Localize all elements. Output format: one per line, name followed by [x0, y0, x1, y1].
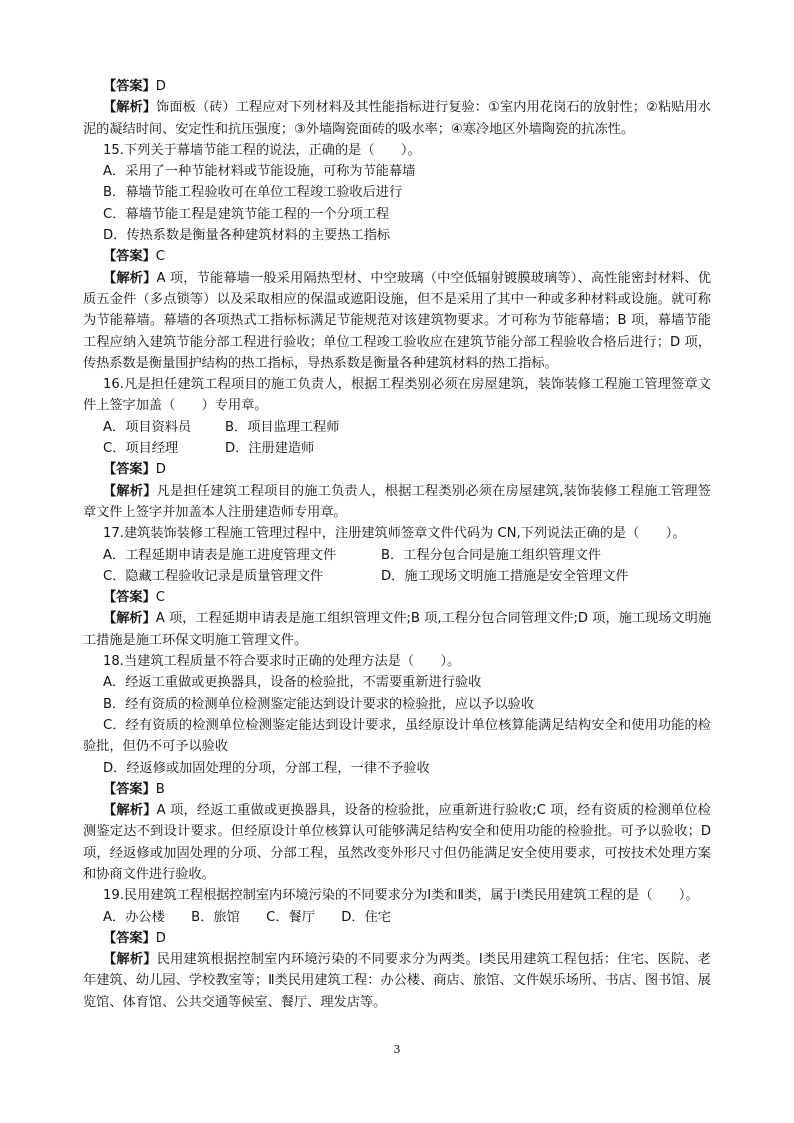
- option: A．采用了一种节能材料或节能设施，可称为节能幕墙: [103, 164, 416, 180]
- option: B．工程分包合同是施工组织管理文件: [381, 547, 602, 563]
- option: D．经返修或加固处理的分项，分部工程，一律不予验收: [103, 760, 430, 776]
- option: A．经返工重做或更换器具，设备的检验批，不需要重新进行验收: [103, 675, 482, 691]
- option: D．传热系数是衡量各种建筑材料的主要热工指标: [103, 228, 391, 244]
- option-row: [83, 438, 711, 459]
- analysis-tag: 【解析】: [103, 483, 157, 499]
- answer-value: C: [155, 249, 165, 265]
- analysis-tag: 【解析】: [103, 270, 157, 286]
- answer-line: [83, 779, 711, 800]
- option-row: [83, 566, 711, 587]
- answer-tag: 【答案】: [103, 249, 156, 265]
- question-stem: 16.凡是担任建筑工程项目的施工负责人，根据工程类别必须在房屋建筑，装饰装修工程施工管理签章文件上签字加盖（ ）专用章。: [83, 377, 711, 414]
- option-row: [83, 417, 711, 438]
- question-stem: 19.民用建筑工程根据控制室内环境污染的不同要求分为Ⅰ类和Ⅱ类，属于Ⅰ类民用建筑工程的是（ ）。: [103, 888, 699, 904]
- analysis-text: A 项，经返工重做或更换器具，设备的检验批，应重新进行验收;C 项，经有资质的检测单位检测鉴定达不到设计要求。但经原设计单位核算认可能够满足结构安全和使用功能的检验批。可予以验收；D 项，经返修或加固处理的分项、分部工程，虽然改变外形尺寸但仍能满足安全使用要求，可按技术处理方案和协商文件进行验收。: [83, 803, 711, 882]
- analysis-tag: 【解析】: [103, 611, 156, 627]
- answer-line: [83, 76, 711, 97]
- analysis-text: 饰面板（砖）工程应对下列材料及其性能指标进行复验：①室内用花岗石的放射性；②粘贴用水泥的凝结时间、安定性和抗压强度；③外墙陶瓷面砖的吸水率；④寒冷地区外墙陶瓷的抗冻性。: [83, 100, 711, 137]
- answer-tag: 【答案】: [103, 462, 156, 478]
- answer-value: C: [155, 590, 165, 606]
- option: A．工程延期申请表是施工进度管理文件: [103, 547, 337, 563]
- answer-value: D: [155, 462, 166, 478]
- answer-tag: 【答案】: [103, 79, 156, 94]
- option: B．幕墙节能工程验收可在单位工程竣工验收后进行: [103, 185, 403, 201]
- analysis-tag: 【解析】: [103, 100, 157, 116]
- analysis-paragraph: [83, 608, 711, 651]
- option: C．项目经理: [103, 441, 179, 457]
- option: D．施工现场文明施工措施是安全管理文件: [381, 568, 629, 584]
- question-stem: 18.当建筑工程质量不符合要求时正确的处理方法是（ ）。: [103, 654, 461, 670]
- answer-line: [83, 246, 711, 267]
- analysis-text: A 项，节能幕墙一般采用隔热型材、中空玻璃（中空低辐射镀膜玻璃等）、高性能密封材料、优质五金件（多点锁等）以及采取相应的保温或遮阳设施，但不是采用了其中一种或多种材料或设施。就可称为节能幕墙。幕墙的各项热式工指标标满足节能规范对该建筑物要求。才可称为节能幕墙；B 项，幕墙节能工程应纳入建筑节能分部工程进行验收；单位工程竣工验收应在建筑节能分部工程验收合格后进行；D 项，传热系数是衡量围护结构的热工指标，导热系数是衡量各种建筑材料的热工指标。: [83, 270, 711, 371]
- answer-line: [83, 459, 711, 480]
- answer-tag: 【答案】: [103, 590, 156, 606]
- analysis-paragraph: [83, 268, 711, 374]
- answer-line: [83, 587, 711, 608]
- analysis-text: 凡是担任建筑工程项目的施工负责人，根据工程类别必须在房屋建筑,装饰装修工程施工管理签章文件上签字并加盖本人注册建造师专用章。: [83, 483, 711, 520]
- answer-value: D: [155, 79, 166, 94]
- answer-line: [83, 928, 711, 949]
- analysis-paragraph: [83, 800, 711, 885]
- analysis-paragraph: [83, 97, 711, 140]
- analysis-tag: 【解析】: [103, 803, 157, 819]
- analysis-paragraph: [83, 481, 711, 524]
- analysis-text: A 项，工程延期申请表是施工组织管理文件;B 项,工程分包合同管理文件;D 项，施工现场文明施工措施是施工环保文明施工管理文件。: [83, 611, 712, 648]
- answer-tag: 【答案】: [103, 930, 156, 946]
- analysis-tag: 【解析】: [103, 952, 157, 968]
- answer-value: D: [155, 930, 166, 946]
- option: D．注册建造师: [225, 441, 315, 457]
- option-row: [83, 545, 711, 566]
- option: B．项目监理工程师: [225, 419, 340, 435]
- option: C．隐藏工程验收记录是质量管理文件: [103, 568, 324, 584]
- option: C．幕墙节能工程是建筑节能工程的一个分项工程: [103, 206, 390, 222]
- option: A．项目资料员: [103, 419, 192, 435]
- answer-value: B: [155, 781, 165, 797]
- page-number: 3: [393, 1043, 401, 1056]
- option-row: A．办公楼 B．旅馆 C．餐厅 D．住宅: [103, 909, 391, 925]
- option: B．经有资质的检测单位检测鉴定能达到设计要求的检验批，应以予以验收: [103, 696, 535, 712]
- option: C．经有资质的检测单位检测鉴定能达到设计要求，虽经原设计单位核算能满足结构安全和使用功能的检验批，但仍不可予以验收: [83, 717, 711, 755]
- analysis-paragraph: [83, 949, 711, 1013]
- analysis-text: 民用建筑根据控制室内环境污染的不同要求分为两类。Ⅰ类民用建筑工程包括：住宅、医院、老年建筑、幼儿园、学校教室等；Ⅱ类民用建筑工程：办公楼、商店、旅馆、文件娱乐场所、书店、图书馆、展览馆、体育馆、公共交通等候室、餐厅、理发店等。: [83, 952, 711, 1010]
- question-stem: 15.下列关于幕墙节能工程的说法，正确的是（ ）。: [103, 142, 421, 158]
- question-stem: 17.建筑装饰装修工程施工管理过程中，注册建筑师签章文件代码为 CN,下列说法正确的是（ ）。: [103, 526, 686, 542]
- answer-tag: 【答案】: [103, 781, 156, 797]
- page-content: [83, 76, 711, 1013]
